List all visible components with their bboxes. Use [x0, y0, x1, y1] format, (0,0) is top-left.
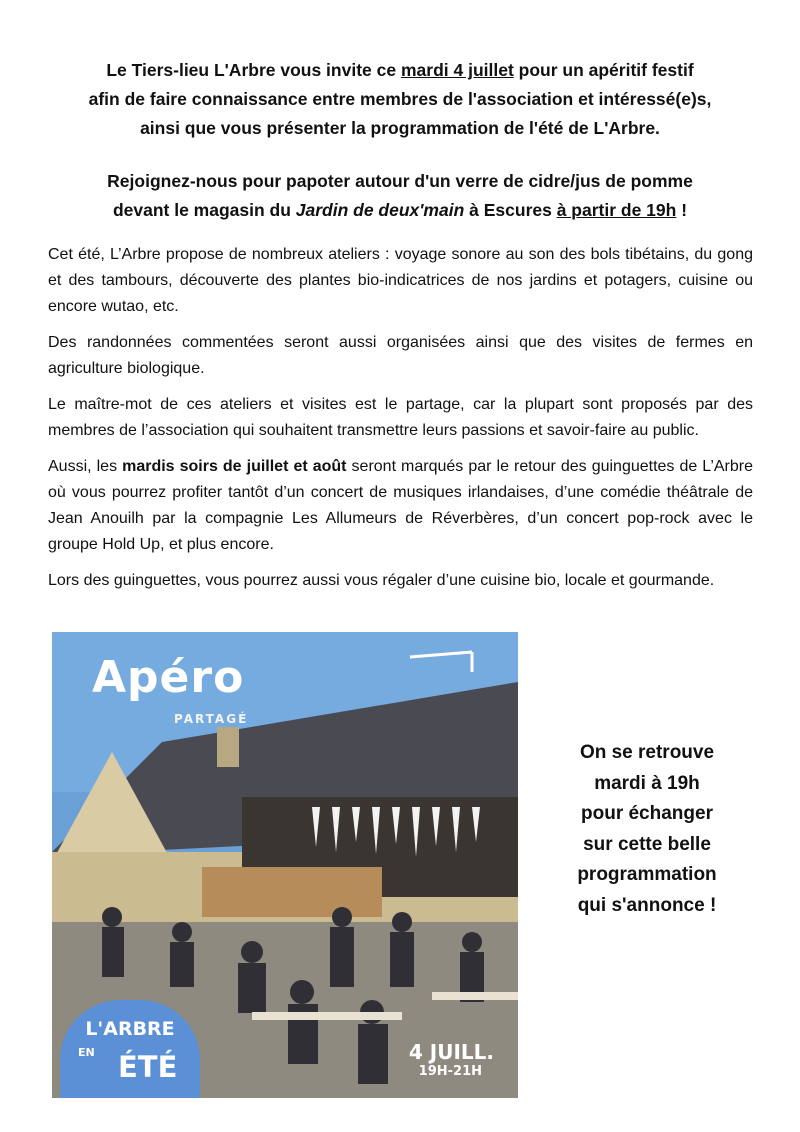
event-time: à partir de 19h: [556, 200, 677, 220]
invitation-line-3: ainsi que vous présenter la programmation de l'été de L'Arbre.: [140, 118, 660, 138]
venue-line-2: devant le magasin du Jardin de deux'main à Escures à partir de 19h !: [112, 200, 688, 220]
poster-date: 4 JUILL.: [408, 1040, 494, 1064]
callout-line-4: sur cette belle: [583, 833, 711, 855]
badge-line-1: L'ARBRE: [85, 1018, 175, 1040]
poster-badge: [60, 1000, 200, 1098]
callout-line-1: On se retrouve: [579, 742, 715, 763]
callout-line-3: pour échanger: [581, 803, 713, 824]
poster-title: Apéro: [92, 652, 245, 703]
invitation-line-2: afin de faire connaissance entre membres de l'association et intéressé(e)s,: [88, 89, 712, 109]
event-date: mardi 4 juillet: [400, 60, 514, 80]
poster-subtitle: PARTAGÉ: [174, 712, 249, 726]
paragraph-sharing: Le maître-mot de ces ateliers et visites est le partage, car la plupart sont proposés par des membres de l’association qui souhaitent transmettre leurs passions et savoir-faire au public.: [48, 396, 753, 439]
program-description: [48, 242, 753, 604]
paragraph-hikes: Des randonnées commentées seront aussi organisées ainsi que des visites de fermes en agriculture biologique.: [48, 334, 753, 377]
badge-line-2: EN: [78, 1046, 95, 1059]
invitation-line-1: Le Tiers-lieu L'Arbre vous invite ce mardi 4 juillet pour un apéritif festif: [106, 60, 694, 80]
callout-line-5: programmation: [577, 864, 717, 885]
venue-name: Jardin de deux'main: [295, 200, 465, 220]
paragraph-food: Lors des guinguettes, vous pourrez aussi vous régaler d’une cuisine bio, locale et gourmande.: [48, 572, 715, 589]
poster-hours: 19H-21H: [418, 1064, 482, 1079]
invitation-header: [40, 56, 760, 225]
paragraph-guinguettes: Aussi, les mardis soirs de juillet et août seront marqués par le retour des guinguettes de L’Arbre où vous pourrez profiter tantôt d’un concert de musiques irlandaises, d’une comédie théâtrale de Jean Anouilh par la compagnie Les Allumeurs de Réverbères, d’un concert pop-rock avec le groupe Hold Up, et plus encore.: [48, 458, 754, 553]
callout-line-6: qui s'annonce !: [577, 894, 717, 916]
callout-line-2: mardi à 19h: [594, 772, 700, 794]
meeting-callout: [532, 738, 762, 921]
event-poster-photo: [52, 632, 518, 1098]
badge-line-3: ÉTÉ: [118, 1050, 178, 1084]
venue-line-1: Rejoignez-nous pour papoter autour d'un verre de cidre/jus de pomme: [107, 171, 693, 191]
paragraph-workshops: Cet été, L’Arbre propose de nombreux ateliers : voyage sonore au son des bols tibétains, du gong et des tambours, découverte des plantes bio-indicatrices de nos jardins et potagers, cuisine ou encore wutao, etc.: [48, 246, 753, 315]
